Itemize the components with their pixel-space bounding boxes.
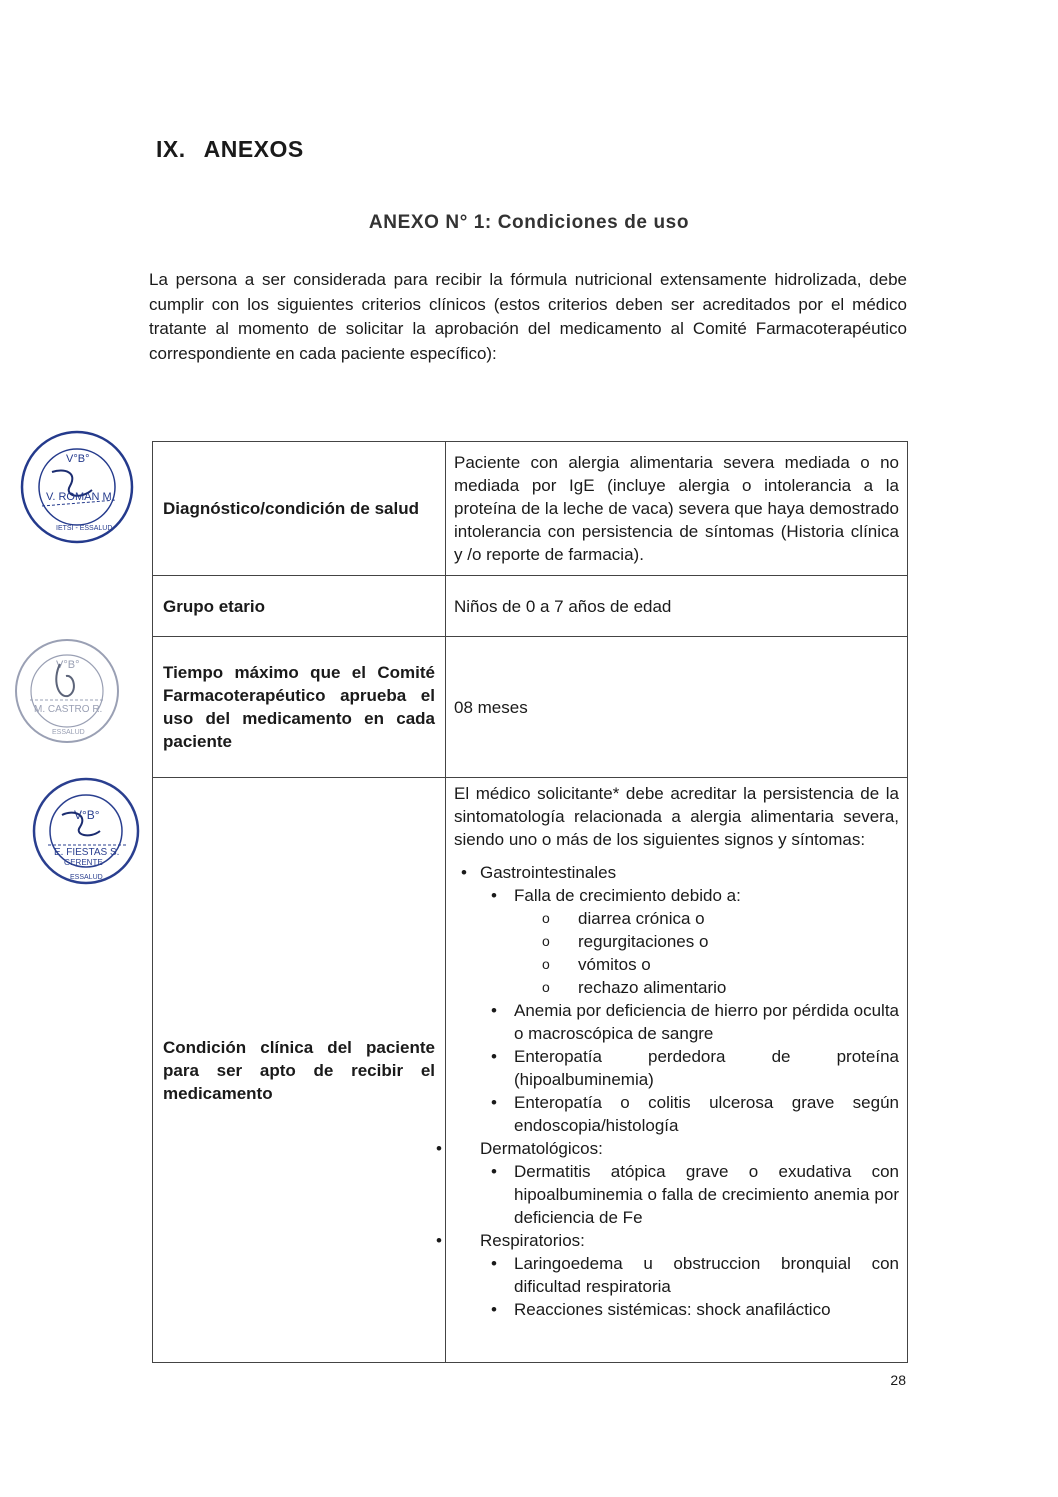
- stamp-role: GERENTE: [64, 858, 103, 867]
- list-item: o diarrea crónica o: [538, 907, 899, 930]
- row-value: Paciente con alergia alimentaria severa mediada o no mediada por IgE (incluye alergia o intolerancia a la proteína de la leche de vaca) severa que haya demostrado intolerancia con persistencia de síntomas (Historia clínica y /o reporte de farmacia).: [446, 442, 908, 576]
- table-row: [153, 576, 908, 637]
- section-number: IX.: [156, 136, 186, 162]
- table-row: [153, 778, 908, 1363]
- list-item: • Reacciones sistémicas: shock anafiláctico: [488, 1298, 899, 1321]
- stamp-fiestas-seal: [30, 775, 142, 887]
- intro-paragraph: La persona a ser considerada para recibir la fórmula nutricional extensamente hidrolizada, debe cumplir con los siguientes criterios clínicos (estos criterios deben ser acreditados por el médico tratante al momento de solicitar la aprobación del medicamento al Comité Farmacoterapéutico correspondiente en cada paciente específico):: [149, 270, 907, 363]
- list-item: • Anemia por deficiencia de hierro por pérdida oculta o macroscópica de sangre: [488, 999, 899, 1045]
- annex-title: ANEXO N° 1: Condiciones de uso: [368, 212, 690, 233]
- criteria-intro: El médico solicitante* debe acreditar la persistencia de la sintomatología relacionada a alergia alimentaria severa, siendo uno o más de los siguientes signos y síntomas:: [454, 784, 899, 849]
- list-item: [488, 884, 899, 999]
- stamp-mark: V°B°: [74, 808, 100, 822]
- list-item: o vómitos o: [538, 953, 899, 976]
- stamp-name: E. FIESTAS S.: [54, 847, 120, 858]
- list-item: • Enteropatía perdedora de proteína (hipoalbuminemia): [488, 1045, 899, 1091]
- table-row: [153, 442, 908, 576]
- row-label: Grupo etario: [153, 576, 446, 637]
- list-item: [434, 1137, 899, 1229]
- clinical-criteria-cell: [446, 778, 908, 1363]
- stamp-name: M. CASTRO R.: [34, 704, 103, 715]
- conditions-table: [152, 441, 908, 1363]
- stamp-ring-text: ESSALUD: [52, 729, 85, 736]
- list-item: o regurgitaciones o: [538, 930, 899, 953]
- group-title: Gastrointestinales: [480, 863, 617, 882]
- section-heading: [156, 136, 304, 163]
- row-label: Diagnóstico/condición de salud: [153, 442, 446, 576]
- stamp-roman-seal: [18, 428, 136, 546]
- list-item: o rechazo alimentario: [538, 976, 899, 999]
- stamp-ring-text: ESSALUD: [70, 874, 103, 881]
- group-title: Dermatológicos:: [480, 1139, 603, 1158]
- row-value: Niños de 0 a 7 años de edad: [446, 576, 908, 637]
- list-item: [434, 1229, 899, 1321]
- stamp-mark: V°B°: [56, 659, 80, 671]
- list-item: [454, 861, 899, 1137]
- page-number: 28: [890, 1372, 906, 1388]
- stamp-castro-seal: [12, 636, 122, 746]
- row-label: Condición clínica del paciente para ser apto de recibir el medicamento: [153, 778, 446, 1363]
- list-item: • Laringoedema u obstruccion bronquial con dificultad respiratoria: [488, 1252, 899, 1298]
- row-value: 08 meses: [446, 637, 908, 778]
- criteria-groups: [454, 861, 899, 1321]
- section-title: ANEXOS: [203, 136, 304, 162]
- table-row: [153, 637, 908, 778]
- list-item: • Enteropatía o colitis ulcerosa grave según endoscopia/histología: [488, 1091, 899, 1137]
- row-label: Tiempo máximo que el Comité Farmacoterapéutico aprueba el uso del medicamento en cada paciente: [153, 637, 446, 778]
- item-text: Falla de crecimiento debido a:: [514, 886, 741, 905]
- stamp-ring-text: IETSI - ESSALUD: [56, 525, 113, 532]
- stamp-mark: V°B°: [66, 453, 90, 465]
- group-title: Respiratorios:: [480, 1231, 585, 1250]
- list-item: • Dermatitis atópica grave o exudativa con hipoalbuminemia o falla de crecimiento anemia por deficiencia de Fe: [488, 1160, 899, 1229]
- stamp-name: V. ROMAN M.: [46, 491, 115, 503]
